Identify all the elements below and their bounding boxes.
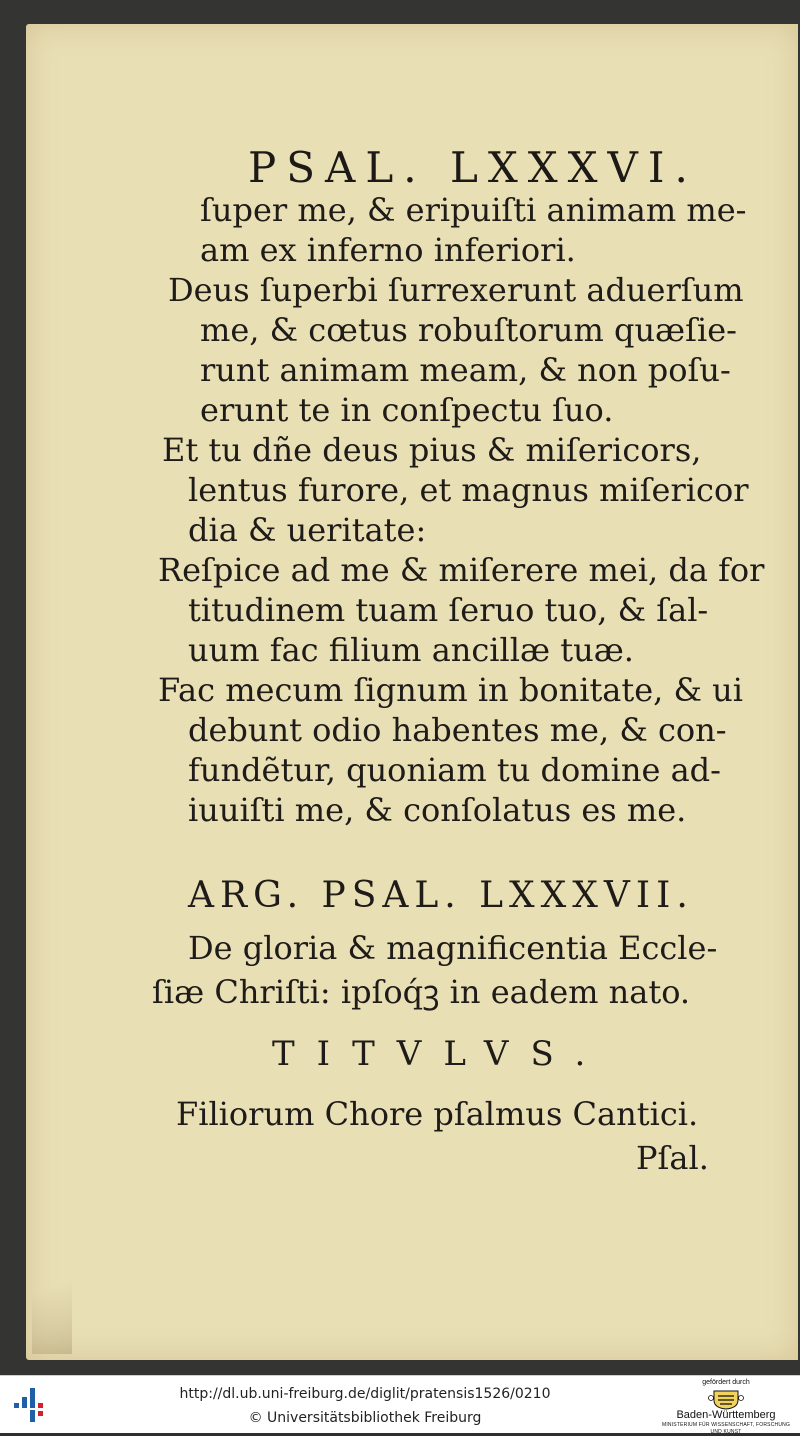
catchword: Pſal.	[636, 1139, 709, 1177]
argument-heading: ARG. PSAL. LXXXVII.	[188, 875, 694, 916]
text-line: Et tu dñe deus pius & miſericors,	[162, 431, 702, 469]
titulus-heading: TITVLVS.	[272, 1034, 608, 1074]
text-line: titudinem tuam ſeruo tuo, & ſal-	[188, 591, 709, 629]
text-line: ſuper me, & eripuiſti animam me-	[200, 191, 747, 229]
text-line: me, & cœtus robuſtorum quæſie-	[200, 311, 737, 349]
argument-line: De gloria & magnificentia Eccle-	[188, 929, 718, 967]
copyright-notice: © Universitätsbibliothek Freiburg	[248, 1410, 482, 1426]
text-line: lentus furore, et magnus miſericor	[188, 471, 749, 509]
viewer-footer	[0, 1375, 800, 1433]
text-line: dia & ueritate:	[188, 511, 427, 549]
page-fold	[32, 1244, 72, 1354]
running-header: PSAL. LXXXVI.	[248, 143, 698, 192]
text-line: Deus ſuperbi ſurrexerunt aduerſum	[168, 271, 744, 309]
argument-line: ſiæ Chriſti: ipſoq́ꝫ in eadem nato.	[152, 973, 691, 1011]
sponsor-block	[656, 1378, 796, 1435]
permalink-url[interactable]: http://dl.ub.uni-freiburg.de/diglit/pratensis1526/0210	[179, 1386, 551, 1402]
sponsor-state: Baden-Württemberg	[676, 1409, 776, 1421]
titulus-text: Filiorum Chore pſalmus Cantici.	[176, 1095, 699, 1133]
text-line: erunt te in conſpectu ſuo.	[200, 391, 614, 429]
text-line: iuuiſti me, & conſolatus es me.	[188, 791, 687, 829]
text-line: Fac mecum ſignum in bonitate, & ui	[158, 671, 744, 709]
state-coat-of-arms-icon	[708, 1388, 744, 1410]
psalm-text	[152, 190, 765, 1182]
text-line: Reſpice ad me & miſerere mei, da for	[158, 551, 765, 589]
sponsor-ministry: MINISTERIUM FÜR WISSENSCHAFT, FORSCHUNG UND KUNST	[661, 1422, 791, 1435]
text-line: debunt odio habentes me, & con-	[188, 711, 727, 749]
text-line: runt animam meam, & non poſu-	[200, 351, 731, 389]
text-line: fundẽtur, quoniam tu domine ad-	[188, 751, 721, 789]
sponsor-label: gefördert durch	[702, 1379, 750, 1386]
text-line: am ex inferno inferiori.	[200, 231, 576, 269]
text-line: uum fac filium ancillæ tuæ.	[188, 631, 634, 669]
